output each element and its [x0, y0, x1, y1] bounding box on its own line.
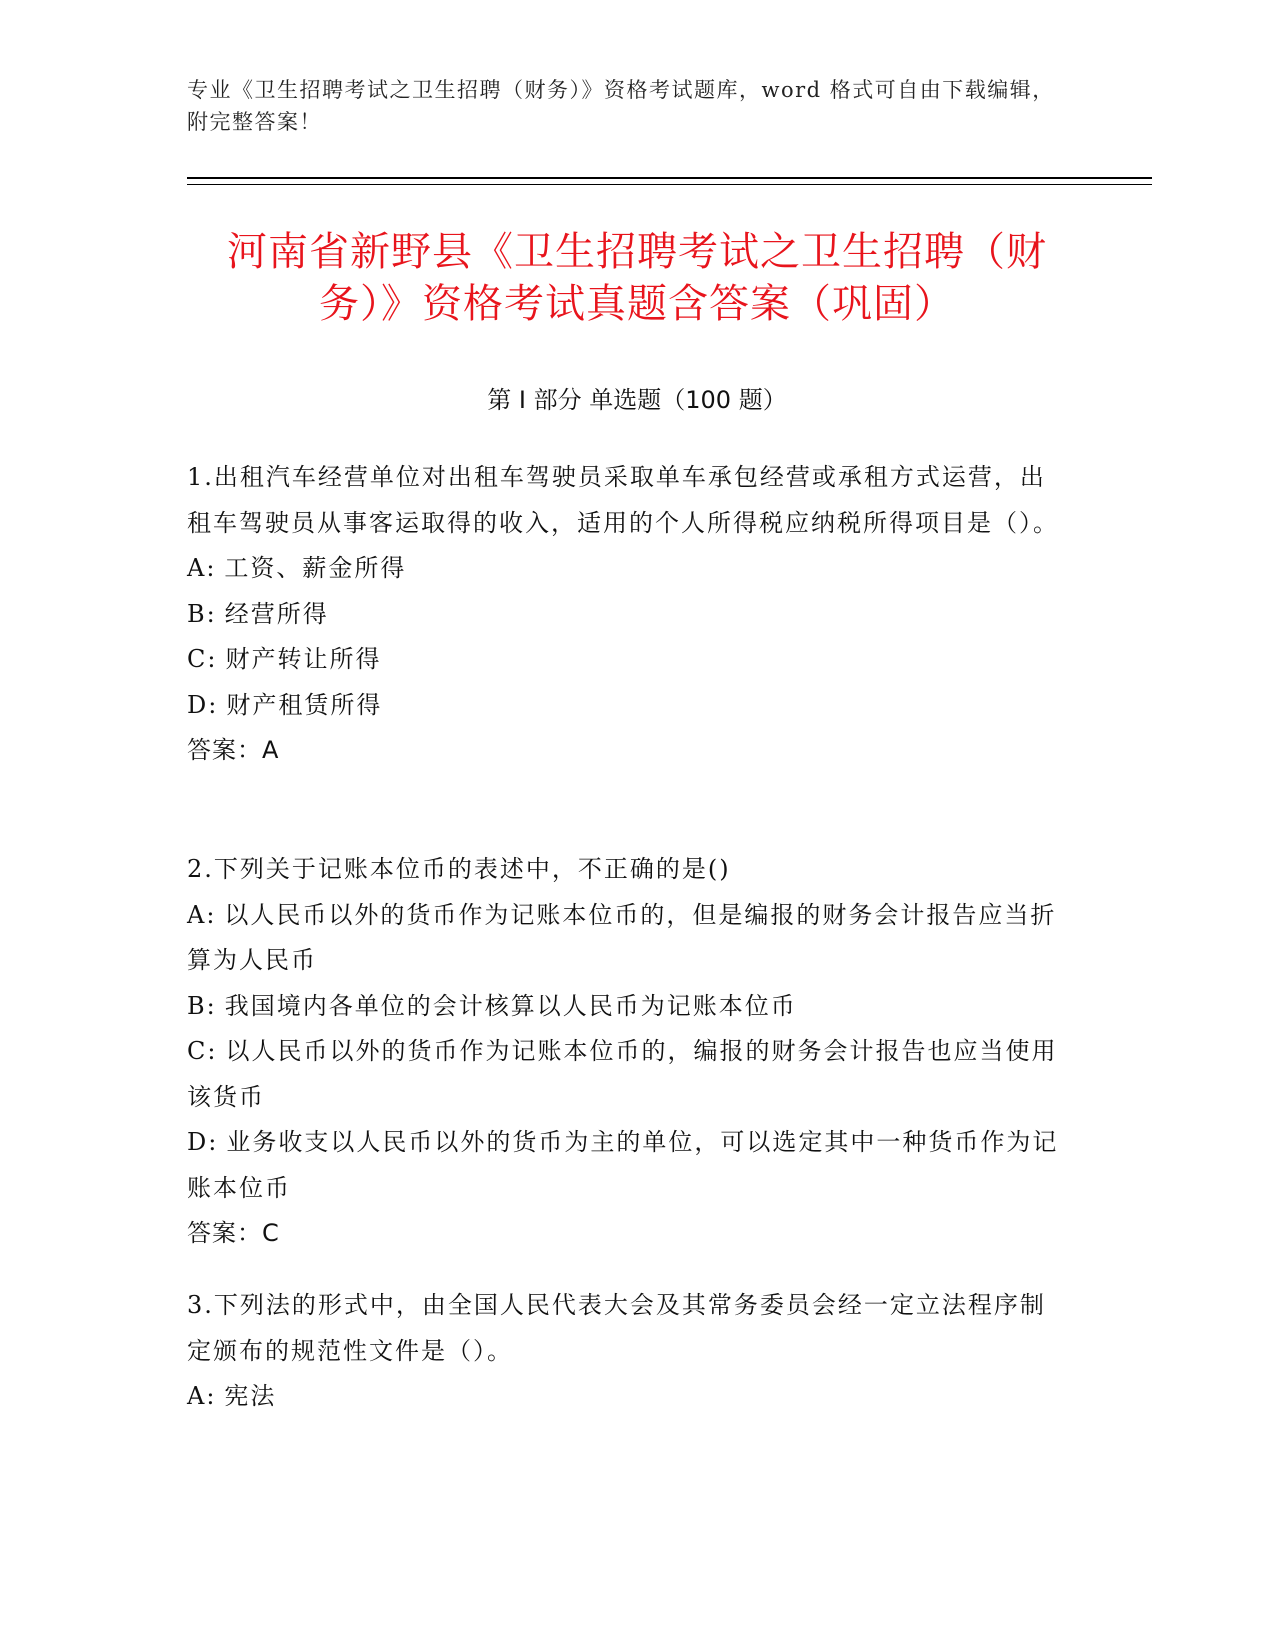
option-label: 我国境内各单位的会计核算以人民币为记账本位币 — [224, 991, 797, 1020]
header-divider-thick — [187, 177, 1152, 179]
option-d — [187, 1120, 1067, 1211]
option-a — [187, 893, 1067, 984]
section-heading: 第 I 部分 单选题（100 题） — [487, 386, 787, 414]
option-key: D: — [187, 1128, 219, 1156]
option-b — [187, 984, 1067, 1030]
header-divider-thin — [187, 184, 1152, 185]
option-label: 财产转让所得 — [225, 645, 382, 673]
option-c — [187, 1029, 1067, 1120]
document-title: 河南省新野县《卫生招聘考试之卫生招聘（财务）》资格考试真题含答案（巩固） — [227, 229, 1047, 327]
option-key: A: — [187, 554, 217, 582]
option-label: 以人民币以外的货币作为记账本位币的，但是编报的财务会计报告应当折算为人民币 — [187, 900, 1057, 974]
question-2 — [187, 847, 1067, 1257]
question-text: 1.出租汽车经营单位对出租车驾驶员采取单车承包经营或承租方式运营，出租车驾驶员从事客运取得的收入，适用的个人所得税应纳税所得项目是（）。 — [187, 463, 1059, 537]
option-key: A: — [187, 1382, 217, 1410]
option-label: 经营所得 — [224, 599, 329, 628]
option-label: 业务收支以人民币以外的货币为主的单位，可以选定其中一种货币作为记账本位币 — [187, 1128, 1059, 1202]
answer: 答案：A — [187, 736, 280, 764]
option-key: B: — [187, 991, 217, 1020]
option-label: 以人民币以外的货币作为记账本位币的，编报的财务会计报告也应当使用该货币 — [187, 1037, 1058, 1111]
option-a — [187, 1374, 1067, 1420]
option-key: A: — [187, 900, 217, 929]
question-text: 3.下列法的形式中，由全国人民代表大会及其常务委员会经一定立法程序制定颁布的规范性文件是（）。 — [187, 1291, 1046, 1365]
option-label: 宪法 — [224, 1382, 277, 1410]
option-key: C: — [187, 1037, 218, 1065]
header-note: 专业《卫生招聘考试之卫生招聘（财务）》资格考试题库，word 格式可自由下载编辑，附完整答案！ — [187, 78, 1055, 134]
option-b — [187, 592, 1067, 638]
option-a — [187, 546, 1067, 592]
option-c — [187, 637, 1067, 683]
option-key: B: — [187, 599, 217, 628]
answer: 答案：C — [187, 1219, 280, 1247]
question-3 — [187, 1283, 1067, 1420]
option-d — [187, 683, 1067, 729]
question-text: 2.下列关于记账本位币的表述中，不正确的是() — [187, 855, 731, 883]
option-label: 工资、薪金所得 — [224, 554, 407, 582]
option-key: D: — [187, 690, 219, 719]
option-key: C: — [187, 645, 218, 673]
option-label: 财产租赁所得 — [226, 690, 383, 719]
question-1 — [187, 455, 1067, 774]
